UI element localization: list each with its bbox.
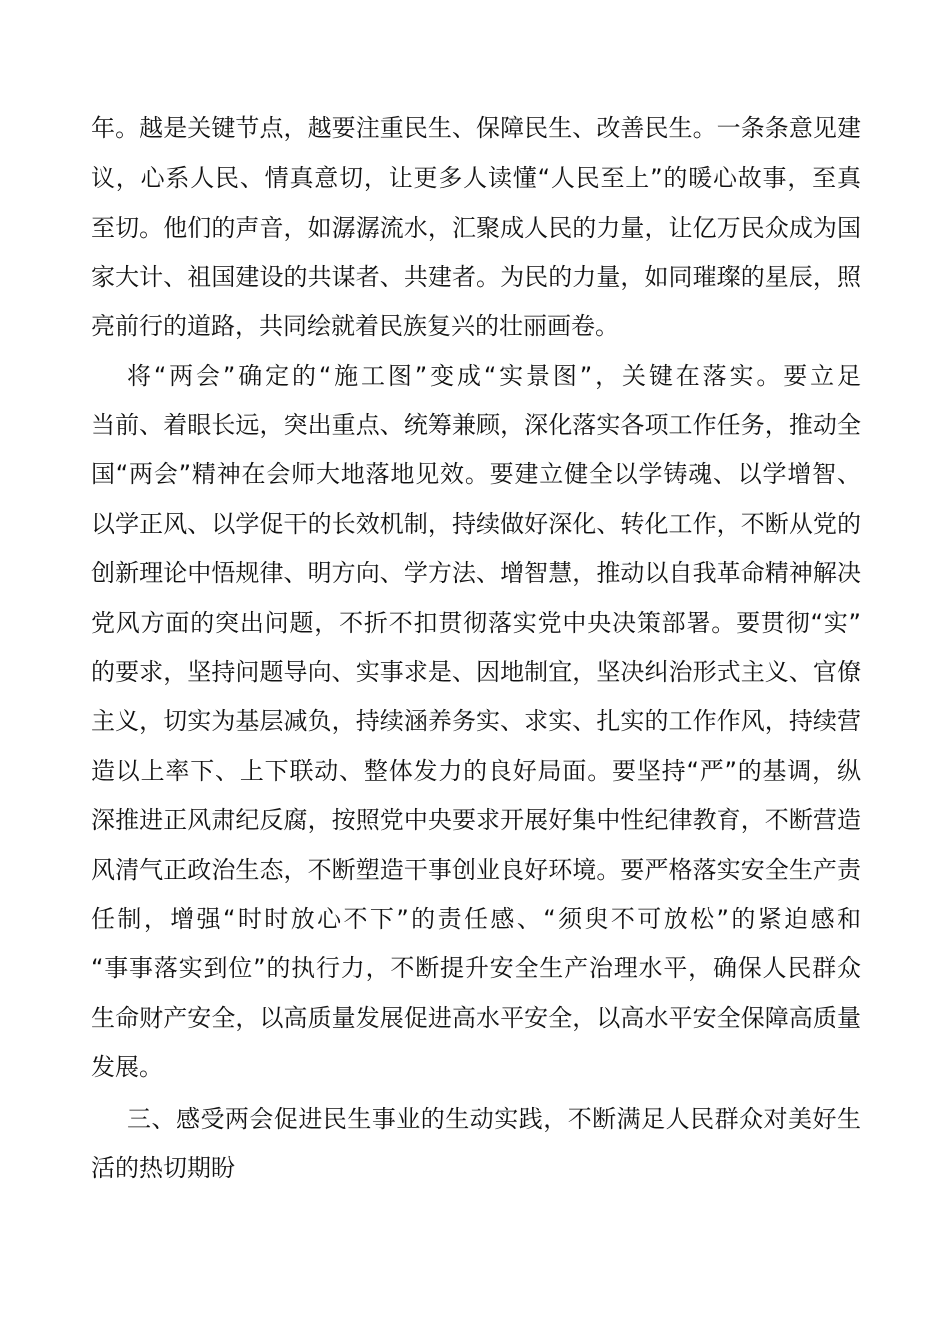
text-line: 亮前行的道路，共同绘就着民族复兴的壮丽画卷。 — [91, 312, 619, 340]
text-line: 的要求，坚持问题导向、实事求是、因地制宜，坚决纠治形式主义、官僚 — [91, 658, 861, 686]
text-line: 当前、着眼长远，突出重点、统筹兼顾，深化落实各项工作任务，推动全 — [91, 411, 861, 439]
text-line: 年。越是关键节点，越要注重民生、保障民生、改善民生。一条条意见建 — [91, 114, 861, 142]
text-line: 党风方面的突出问题，不折不扣贯彻落实党中央决策部署。要贯彻“实” — [91, 609, 861, 637]
text-line: 生命财产安全，以高质量发展促进高水平安全，以高水平安全保障高质量 — [91, 1004, 861, 1032]
text-line: 国“两会”精神在会师大地落地见效。要建立健全以学铸魂、以学增智、 — [91, 460, 861, 488]
paragraph-first-line: 将“两会”确定的“施工图”变成“实景图”，关键在落实。要立足 — [127, 362, 861, 390]
text-line: 至切。他们的声音，如潺潺流水，汇聚成人民的力量，让亿万民众成为国 — [91, 214, 861, 242]
section-heading-continued: 活的热切期盼 — [91, 1154, 235, 1182]
text-line: 以学正风、以学促干的长效机制，持续做好深化、转化工作，不断从党的 — [91, 510, 861, 538]
text-line: 造以上率下、上下联动、整体发力的良好局面。要坚持“严”的基调，纵 — [91, 757, 861, 785]
text-line: 发展。 — [91, 1053, 163, 1081]
text-line: 风清气正政治生态，不断塑造干事创业良好环境。要严格落实安全生产责 — [91, 856, 861, 884]
text-line: 家大计、祖国建设的共谋者、共建者。为民的力量，如同璀璨的星辰，照 — [91, 263, 861, 291]
text-line: 任制，增强“时时放心不下”的责任感、“须臾不可放松”的紧迫感和 — [91, 905, 861, 933]
text-line: 深推进正风肃纪反腐，按照党中央要求开展好集中性纪律教育，不断营造 — [91, 806, 861, 834]
text-line: 主义，切实为基层减负，持续涵养务实、求实、扎实的工作作风，持续营 — [91, 707, 861, 735]
text-line: “事事落实到位”的执行力，不断提升安全生产治理水平，确保人民群众 — [91, 954, 861, 982]
text-line: 议，心系人民、情真意切，让更多人读懂“人民至上”的暖心故事，至真 — [91, 164, 861, 192]
text-line: 创新理论中悟规律、明方向、学方法、增智慧，推动以自我革命精神解决 — [91, 559, 861, 587]
section-heading: 三、感受两会促进民生事业的生动实践，不断满足人民群众对美好生 — [127, 1105, 861, 1133]
